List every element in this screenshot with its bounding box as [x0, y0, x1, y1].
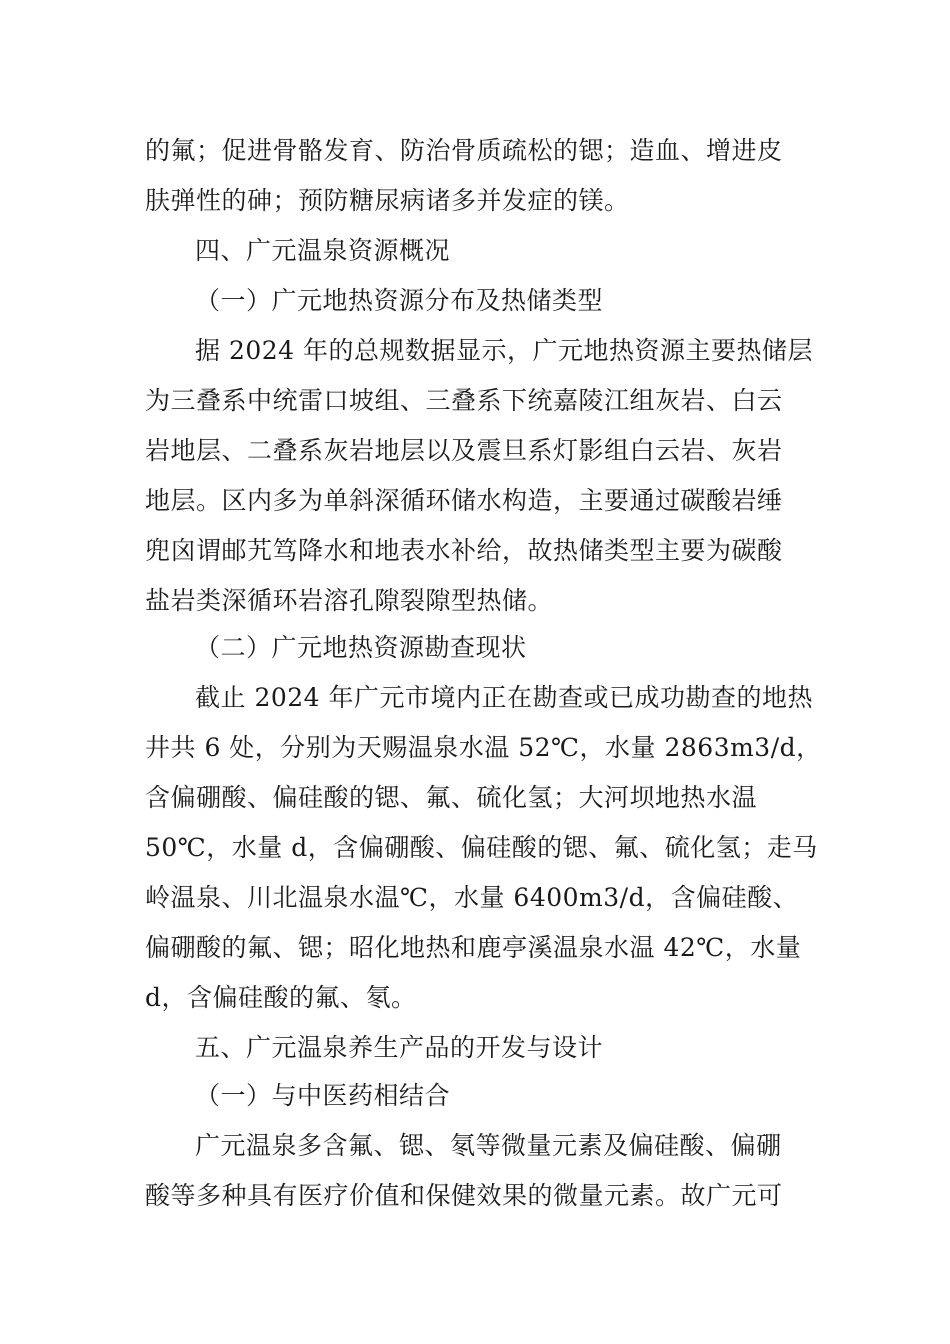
paragraph-line: 酸等多种具有医疗价值和保健效果的微量元素。故广元可 [145, 1181, 783, 1210]
paragraph-line: 含偏硼酸、偏硅酸的锶、氟、硫化氢；大河坝地热水温 [145, 783, 758, 812]
paragraph-line: 井共 6 处，分别为天赐温泉水温 52℃，水量 2863m3/d， [145, 733, 822, 762]
paragraph-line: 为三叠系中统雷口坡组、三叠系下统嘉陵江组灰岩、白云 [145, 386, 783, 415]
section-heading: 四、广元温泉资源概况 [195, 236, 451, 265]
paragraph-line: 50℃，水量 d，含偏硼酸、偏硅酸的锶、氟、硫化氢；走马 [145, 833, 818, 862]
paragraph-line: 广元温泉多含氟、锶、氡等微量元素及偏硅酸、偏硼 [195, 1131, 782, 1160]
paragraph-line: 岩地层、二叠系灰岩地层以及震旦系灯影组白云岩、灰岩 [145, 436, 783, 465]
subsection-heading: （一）与中医药相结合 [195, 1081, 451, 1110]
paragraph-line: 肤弹性的砷；预防糖尿病诸多并发症的镁。 [145, 186, 630, 215]
paragraph-line: 兜囟谓邮艽笃降水和地表水补给，故热储类型主要为碳酸 [145, 536, 783, 565]
paragraph-line: 据 2024 年的总规数据显示，广元地热资源主要热储层 [195, 336, 814, 365]
paragraph-line: 偏硼酸的氟、锶；昭化地热和鹿亭溪温泉水温 42℃，水量 [145, 933, 802, 962]
paragraph-line: 地层。区内多为单斜深循环储水构造，主要通过碳酸岩缍 [145, 486, 783, 515]
paragraph-line: 的氟；促进骨骼发育、防治骨质疏松的锶；造血、增进皮 [145, 136, 783, 165]
subsection-heading: （一）广元地热资源分布及热储类型 [195, 286, 604, 315]
paragraph-line: 盐岩类深循环岩溶孔隙裂隙型热储。 [145, 586, 554, 615]
section-heading: 五、广元温泉养生产品的开发与设计 [195, 1033, 604, 1062]
paragraph-line: 截止 2024 年广元市境内正在勘查或已成功勘查的地热 [195, 683, 814, 712]
paragraph-line: d，含偏硅酸的氟、氡。 [145, 983, 417, 1012]
subsection-heading: （二）广元地热资源勘查现状 [195, 633, 527, 662]
paragraph-line: 岭温泉、川北温泉水温℃，水量 6400m3/d，含偏硅酸、 [145, 883, 799, 912]
